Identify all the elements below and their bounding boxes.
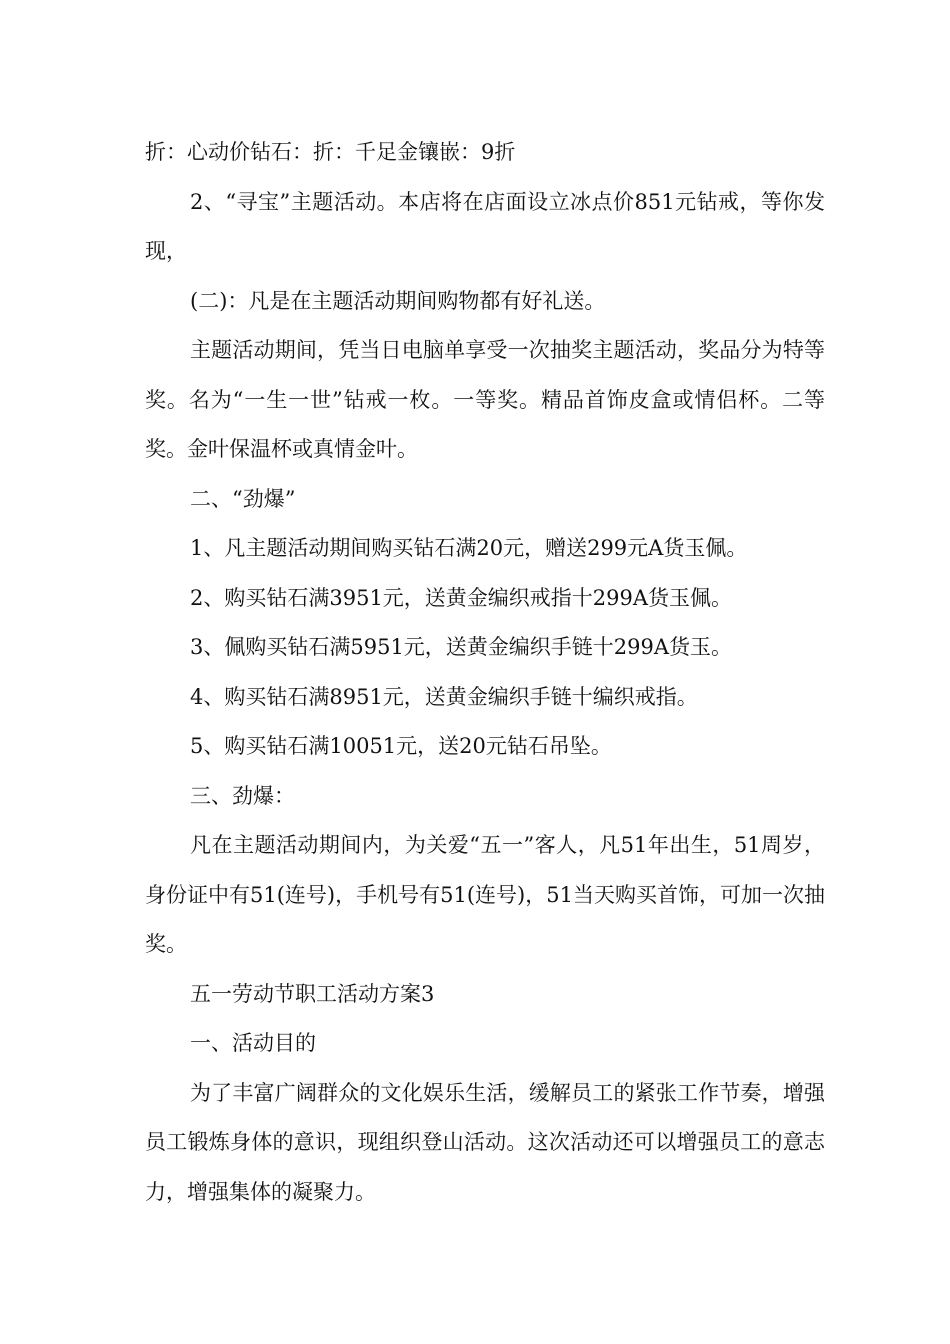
list-item-2: 2、购买钻石满3951元，送黄金编织戒指十299A货玉佩。 bbox=[190, 585, 733, 610]
list-item-4: 4、购买钻石满8951元，送黄金编织手链十编织戒指。 bbox=[190, 684, 698, 709]
paragraph-treasure-hunt: 2、“寻宝”主题活动。本店将在店面设立冰点价851元钻戒，等你发现， bbox=[145, 189, 825, 263]
list-item-1: 1、凡主题活动期间购买钻石满20元，赠送299元A货玉佩。 bbox=[190, 536, 748, 560]
document-body bbox=[145, 128, 825, 1217]
list-item-5: 5、购买钻石满10051元，送20元钻石吊坠。 bbox=[190, 734, 612, 758]
section-heading-3: 三、劲爆： bbox=[190, 783, 295, 808]
paragraph-purpose: 为了丰富广阔群众的文化娱乐生活，缓解员工的紧张工作节奏，增强员工锻炼身体的意识，现组织登山活动。这次活动还可以增强员工的意志力，增强集体的凝聚力。 bbox=[145, 1080, 825, 1204]
section-heading-2: 二、“劲爆” bbox=[190, 486, 296, 511]
paragraph-gift-heading: (二)：凡是在主题活动期间购物都有好礼送。 bbox=[190, 288, 606, 313]
section-heading-purpose: 一、活动目的 bbox=[190, 1031, 316, 1055]
paragraph-discount-line: 折：心动价钻石：折：千足金镶嵌：9折 bbox=[145, 140, 516, 164]
paragraph-51-customers: 凡在主题活动期间内，为关爱“五一”客人，凡51年出生，51周岁，身份证中有51(连号)，手机号有51(连号)，51当天购买首饰，可加一次抽奖。 bbox=[145, 833, 825, 956]
paragraph-lottery: 主题活动期间，凭当日电脑单享受一次抽奖主题活动，奖品分为特等奖。名为“一生一世”钻戒一枚。一等奖。精品首饰皮盒或情侣杯。二等奖。金叶保温杯或真情金叶。 bbox=[145, 338, 825, 461]
document-subtitle: 五一劳动节职工活动方案3 bbox=[190, 981, 435, 1006]
list-item-3: 3、佩购买钻石满5951元，送黄金编织手链十299A货玉。 bbox=[190, 635, 733, 659]
